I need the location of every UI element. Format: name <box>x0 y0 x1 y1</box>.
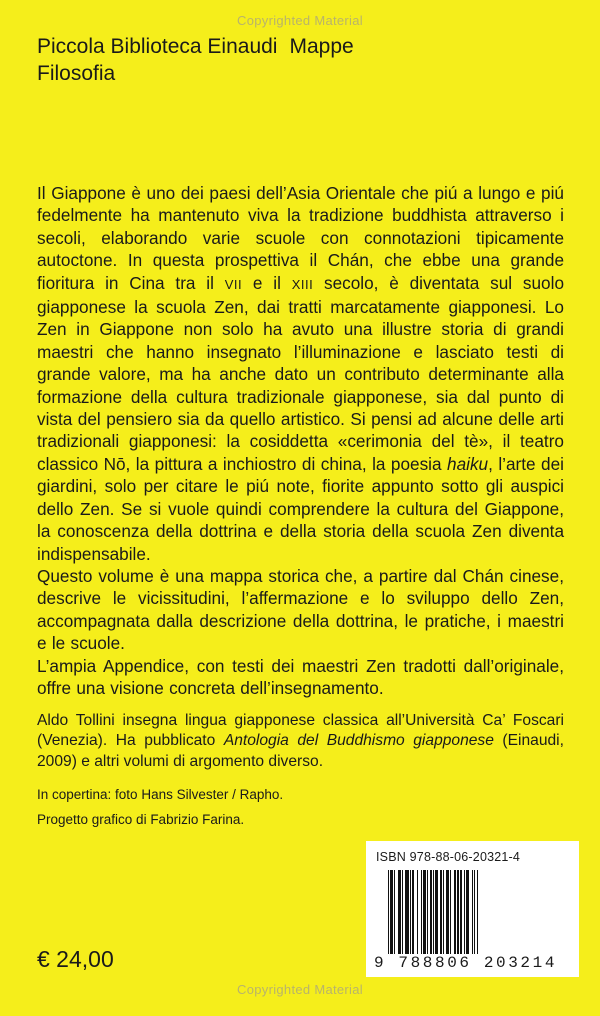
design-credit: Progetto grafico di Fabrizio Farina. <box>37 812 245 827</box>
series-header <box>37 33 354 87</box>
watermark-bottom: Copyrighted Material <box>237 982 363 997</box>
cover-credit: In copertina: foto Hans Silvester / Rapho. <box>37 787 284 802</box>
barcode <box>388 870 558 958</box>
price: € 24,00 <box>37 946 114 972</box>
isbn-label: ISBN 978-88-06-20321-4 <box>376 850 521 864</box>
blurb-paragraph-1: Il Giappone è uno dei paesi dell’Asia Orientale che piú a lungo e piú fedelmente ha mantenuto viva la tradizione buddhista attraverso i secoli, elaborando varie scuole con connotazioni tipicamente autoctone. In questa prospettiva il Chán, che ebbe una grande fioritura in Cina tra il VII e il XIII secolo, è diventata sul suolo giapponese la scuola Zen, dai tratti marcatamente giapponesi. Lo Zen in Giappone non solo ha avuto una illustre storia di grandi maestri che hanno insegnato l’illuminazione e lasciato testi di grande valore, ma ha anche dato un contributo determinante alla formazione della cultura tradizionale giapponese, sia dal punto di vista del pensiero sia da quello artistico. Si pensi ad alcune delle arti tradizionali giapponesi: la cosiddetta «cerimonia del tè», il teatro classico Nō, la pittura a inchiostro di china, la poesia haiku, l’arte dei giardini, solo per citare le piú note, fiorite appunto sotto gli auspici dello Zen. Se si vuole quindi comprendere la cultura del Giappone, la conoscenza della dottrina e della storia della scuola Zen diventa indispensabile. <box>37 183 564 564</box>
subseries-name: Mappe <box>289 35 354 58</box>
book-blurb <box>37 182 564 699</box>
credits <box>37 782 283 832</box>
author-bio: Aldo Tollini insegna lingua giapponese classica all’Università Ca’ Foscari (Venezia). Ha pubblicato Antologia del Buddhismo giapponese (Einaudi, 2009) e altri volumi di argomento diverso. <box>37 712 564 770</box>
series-name: Piccola Biblioteca Einaudi <box>37 35 278 58</box>
subject-label: Filosofia <box>37 62 116 85</box>
blurb-paragraph-3: L’ampia Appendice, con testi dei maestri Zen tradotti dall’originale, offre una visione concreta dell’insegnamento. <box>37 655 564 698</box>
watermark-top: Copyrighted Material <box>237 13 363 28</box>
blurb-paragraph-2: Questo volume è una mappa storica che, a partire dal Chán cinese, descrive le vicissitudini, l’affermazione e lo sviluppo dello Zen, accompagnata dalla descrizione della dottrina, le pratiche, i maestri e le scuole. <box>37 565 564 654</box>
isbn-barcode-box <box>366 841 579 977</box>
book-title: Antologia del Buddhismo giapponese <box>223 732 494 750</box>
barcode-bar <box>478 870 479 958</box>
ean-digits: 9 788806 203214 <box>374 954 574 972</box>
